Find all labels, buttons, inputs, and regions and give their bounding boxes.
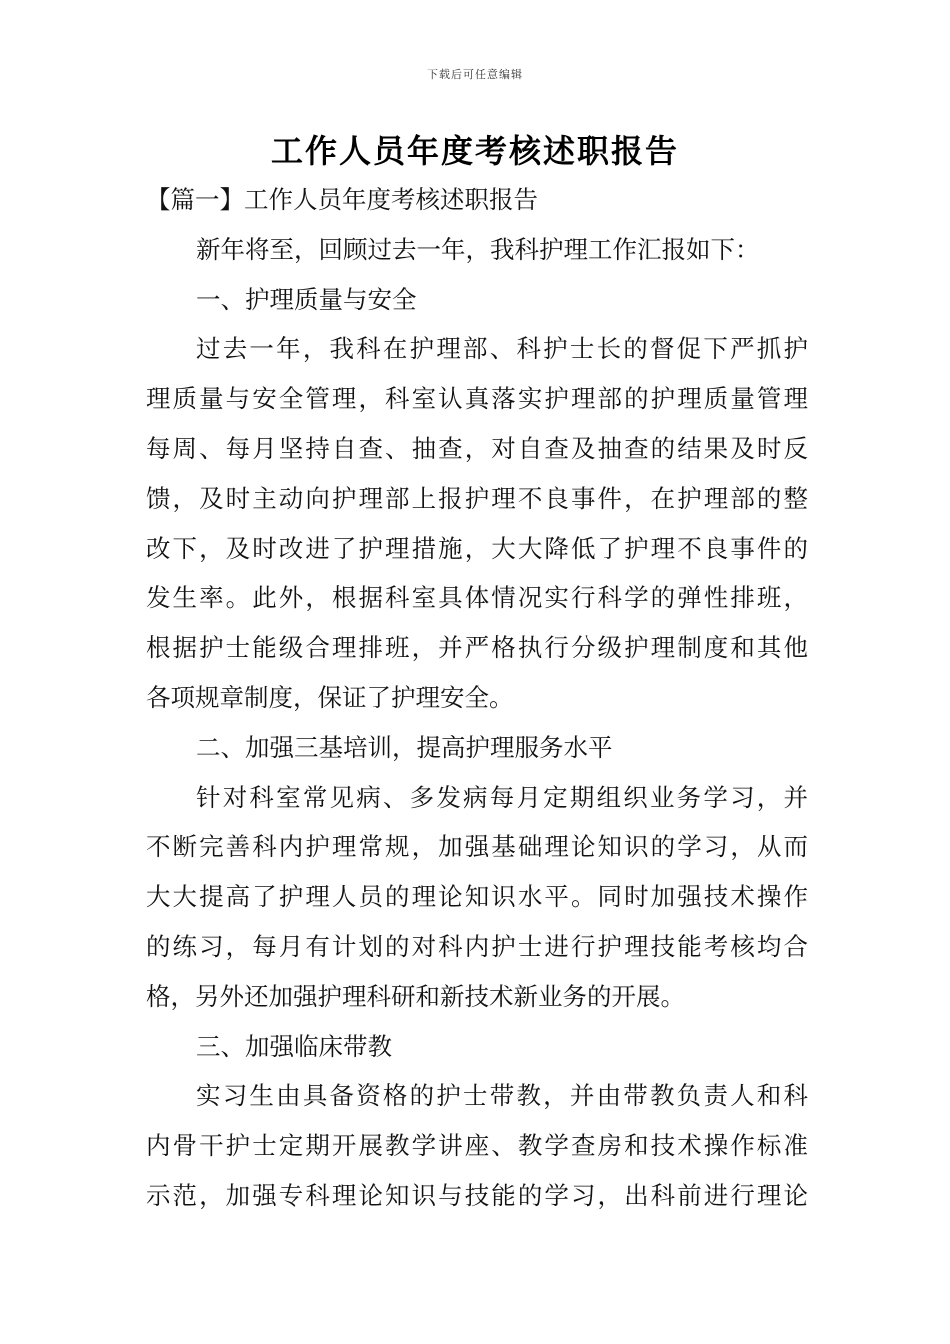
text-line: 改下，及时改进了护理措施，大大降低了护理不良事件的 <box>146 533 808 563</box>
text-line: 【篇一】工作人员年度考核述职报告 <box>146 185 538 214</box>
text-line: 根据护士能级合理排班，并严格执行分级护理制度和其他 <box>146 633 808 663</box>
text-line: 针对科室常见病、多发病每月定期组织业务学习，并 <box>196 782 808 812</box>
text-line: 各项规章制度，保证了护理安全。 <box>146 682 514 712</box>
text-line: 的练习，每月有计划的对科内护士进行护理技能考核均合 <box>146 931 808 961</box>
text-line: 不断完善科内护理常规，加强基础理论知识的学习，从而 <box>146 832 808 862</box>
text-line: 内骨干护士定期开展教学讲座、教学查房和技术操作标准 <box>146 1131 808 1161</box>
header-note: 下载后可任意编辑 <box>427 68 523 81</box>
text-line: 大大提高了护理人员的理论知识水平。同时加强技术操作 <box>146 882 808 912</box>
text-line: 理质量与安全管理，科室认真落实护理部的护理质量管理 <box>146 384 808 414</box>
text-line: 馈，及时主动向护理部上报护理不良事件，在护理部的整 <box>146 483 808 513</box>
text-line: 二、加强三基培训，提高护理服务水平 <box>196 732 613 762</box>
text-line: 过去一年，我科在护理部、科护士长的督促下严抓护 <box>196 334 808 364</box>
text-line: 每周、每月坚持自查、抽查，对自查及抽查的结果及时反 <box>146 433 808 463</box>
text-line: 格，另外还加强护理科研和新技术新业务的开展。 <box>146 981 685 1011</box>
text-line: 一、护理质量与安全 <box>196 284 417 314</box>
text-line: 实习生由具备资格的护士带教，并由带教负责人和科 <box>196 1081 808 1111</box>
text-line: 发生率。此外，根据科室具体情况实行科学的弹性排班， <box>146 583 808 613</box>
text-line: 三、加强临床带教 <box>196 1031 392 1061</box>
text-line: 示范，加强专科理论知识与技能的学习，出科前进行理论 <box>146 1180 808 1210</box>
document-body <box>146 175 808 1221</box>
document-title: 工作人员年度考核述职报告 <box>270 132 679 170</box>
text-line: 新年将至，回顾过去一年，我科护理工作汇报如下： <box>196 234 760 264</box>
